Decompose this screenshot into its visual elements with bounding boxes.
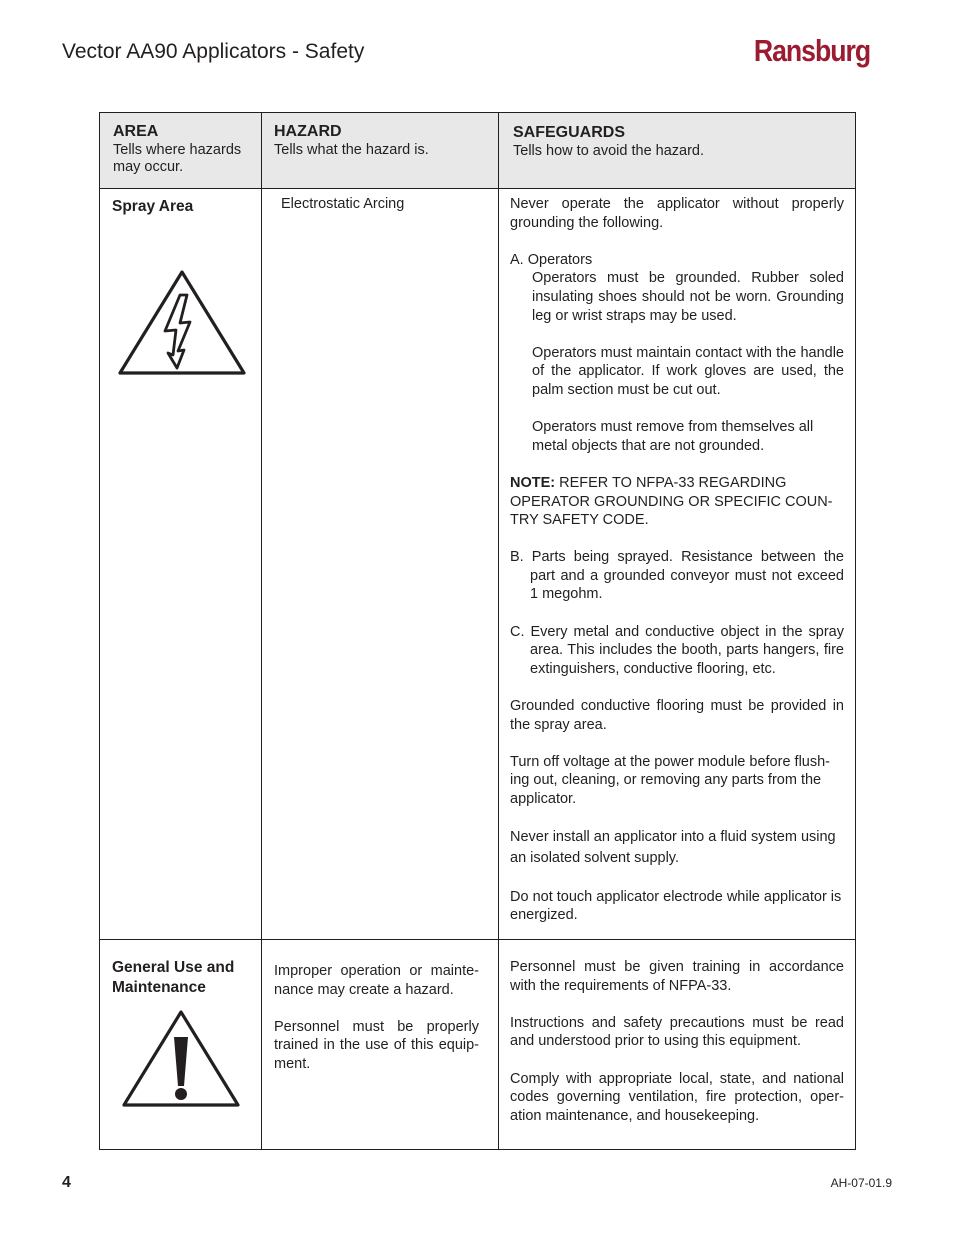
safeguard-training: Personnel must be given training in accordance with the requirements of NFPA-33. [510,959,844,994]
header-safeguards [513,123,843,160]
warning-exclamation-icon [121,1009,241,1109]
page-number: 4 [62,1174,71,1191]
safeguard-item-a-p3: Operators must remove from themselves all metal objects that are not grounded. [532,419,814,454]
hazard-improper-operation: Improper operation or mainte-nance may create a hazard. [274,963,479,998]
electrical-hazard-icon [117,269,247,377]
safeguards-spray-area [510,195,844,925]
safeguard-codes: Comply with appropriate local, state, and national codes governing ventilation, fire protection, oper-ation maintenance, and housekeeping. [510,1070,844,1124]
note-text: REFER TO NFPA-33 REGARDING OPERATOR GROUNDING OR SPECIFIC COUN-TRY SAFETY CODE. [510,474,833,529]
safeguard-voltage: Turn off voltage at the power module before flush-ing out, cleaning, or removing any parts from the applicator. [510,753,830,807]
page-title: Vector AA90 Applicators - Safety [62,40,365,63]
safeguard-note [510,474,844,530]
safeguard-intro: Never operate the applicator without properly grounding the following. [510,196,844,231]
safeguard-item-b: B. Parts being sprayed. Resistance between the part and a grounded conveyor must not exceed 1 megohm. [510,549,844,603]
safety-table [99,112,856,1150]
hazard-general-use [274,962,479,1074]
header-safeguards-title: SAFEGUARDS [513,124,626,141]
column-divider [498,113,499,1149]
header-area [113,122,255,175]
header-hazard [274,122,484,159]
document-code: AH-07-01.9 [830,1176,892,1190]
note-label: NOTE: [510,474,556,491]
header-area-desc: Tells where hazards may occur. [113,142,242,175]
header-area-title: AREA [113,123,159,140]
safeguard-item-a-p2: Operators must maintain contact with the handle of the applicator. If work gloves are used, the palm section must be cut out. [532,344,844,398]
hazard-electrostatic: Electrostatic Arcing [281,196,405,212]
safeguard-electrode: Do not touch applicator electrode while applicator is energized. [510,888,842,924]
safeguard-flooring: Grounded conductive flooring must be provided in the spray area. [510,698,844,733]
safeguard-item-a-label: A. Operators [510,251,593,268]
safeguard-item-a-p1: Operators must be grounded. Rubber soled insulating shoes should not be worn. Grounding leg or wrist straps may be used. [532,270,844,324]
column-divider [261,113,262,1149]
header-hazard-desc: Tells what the hazard is. [274,142,429,158]
brand-logo: Ransburg [753,33,870,68]
area-general-use: General Use and Maintenance [112,959,235,996]
row-divider [100,939,855,940]
area-spray-area: Spray Area [112,198,194,215]
hazard-training: Personnel must be properly trained in the use of this equip-ment. [274,1018,479,1072]
safeguard-item-c: C. Every metal and conductive object in the spray area. This includes the booth, parts hangers, fire extinguishers, conductive flooring, etc. [510,623,844,677]
safeguard-instructions: Instructions and safety precautions must be read and understood prior to using this equipment. [510,1014,844,1050]
header-safeguards-desc: Tells how to avoid the hazard. [513,143,705,159]
header-hazard-title: HAZARD [274,123,342,140]
safeguard-solvent: Never install an applicator into a fluid system using an isolated solvent supply. [510,829,836,867]
safeguards-general-use [510,958,844,1125]
